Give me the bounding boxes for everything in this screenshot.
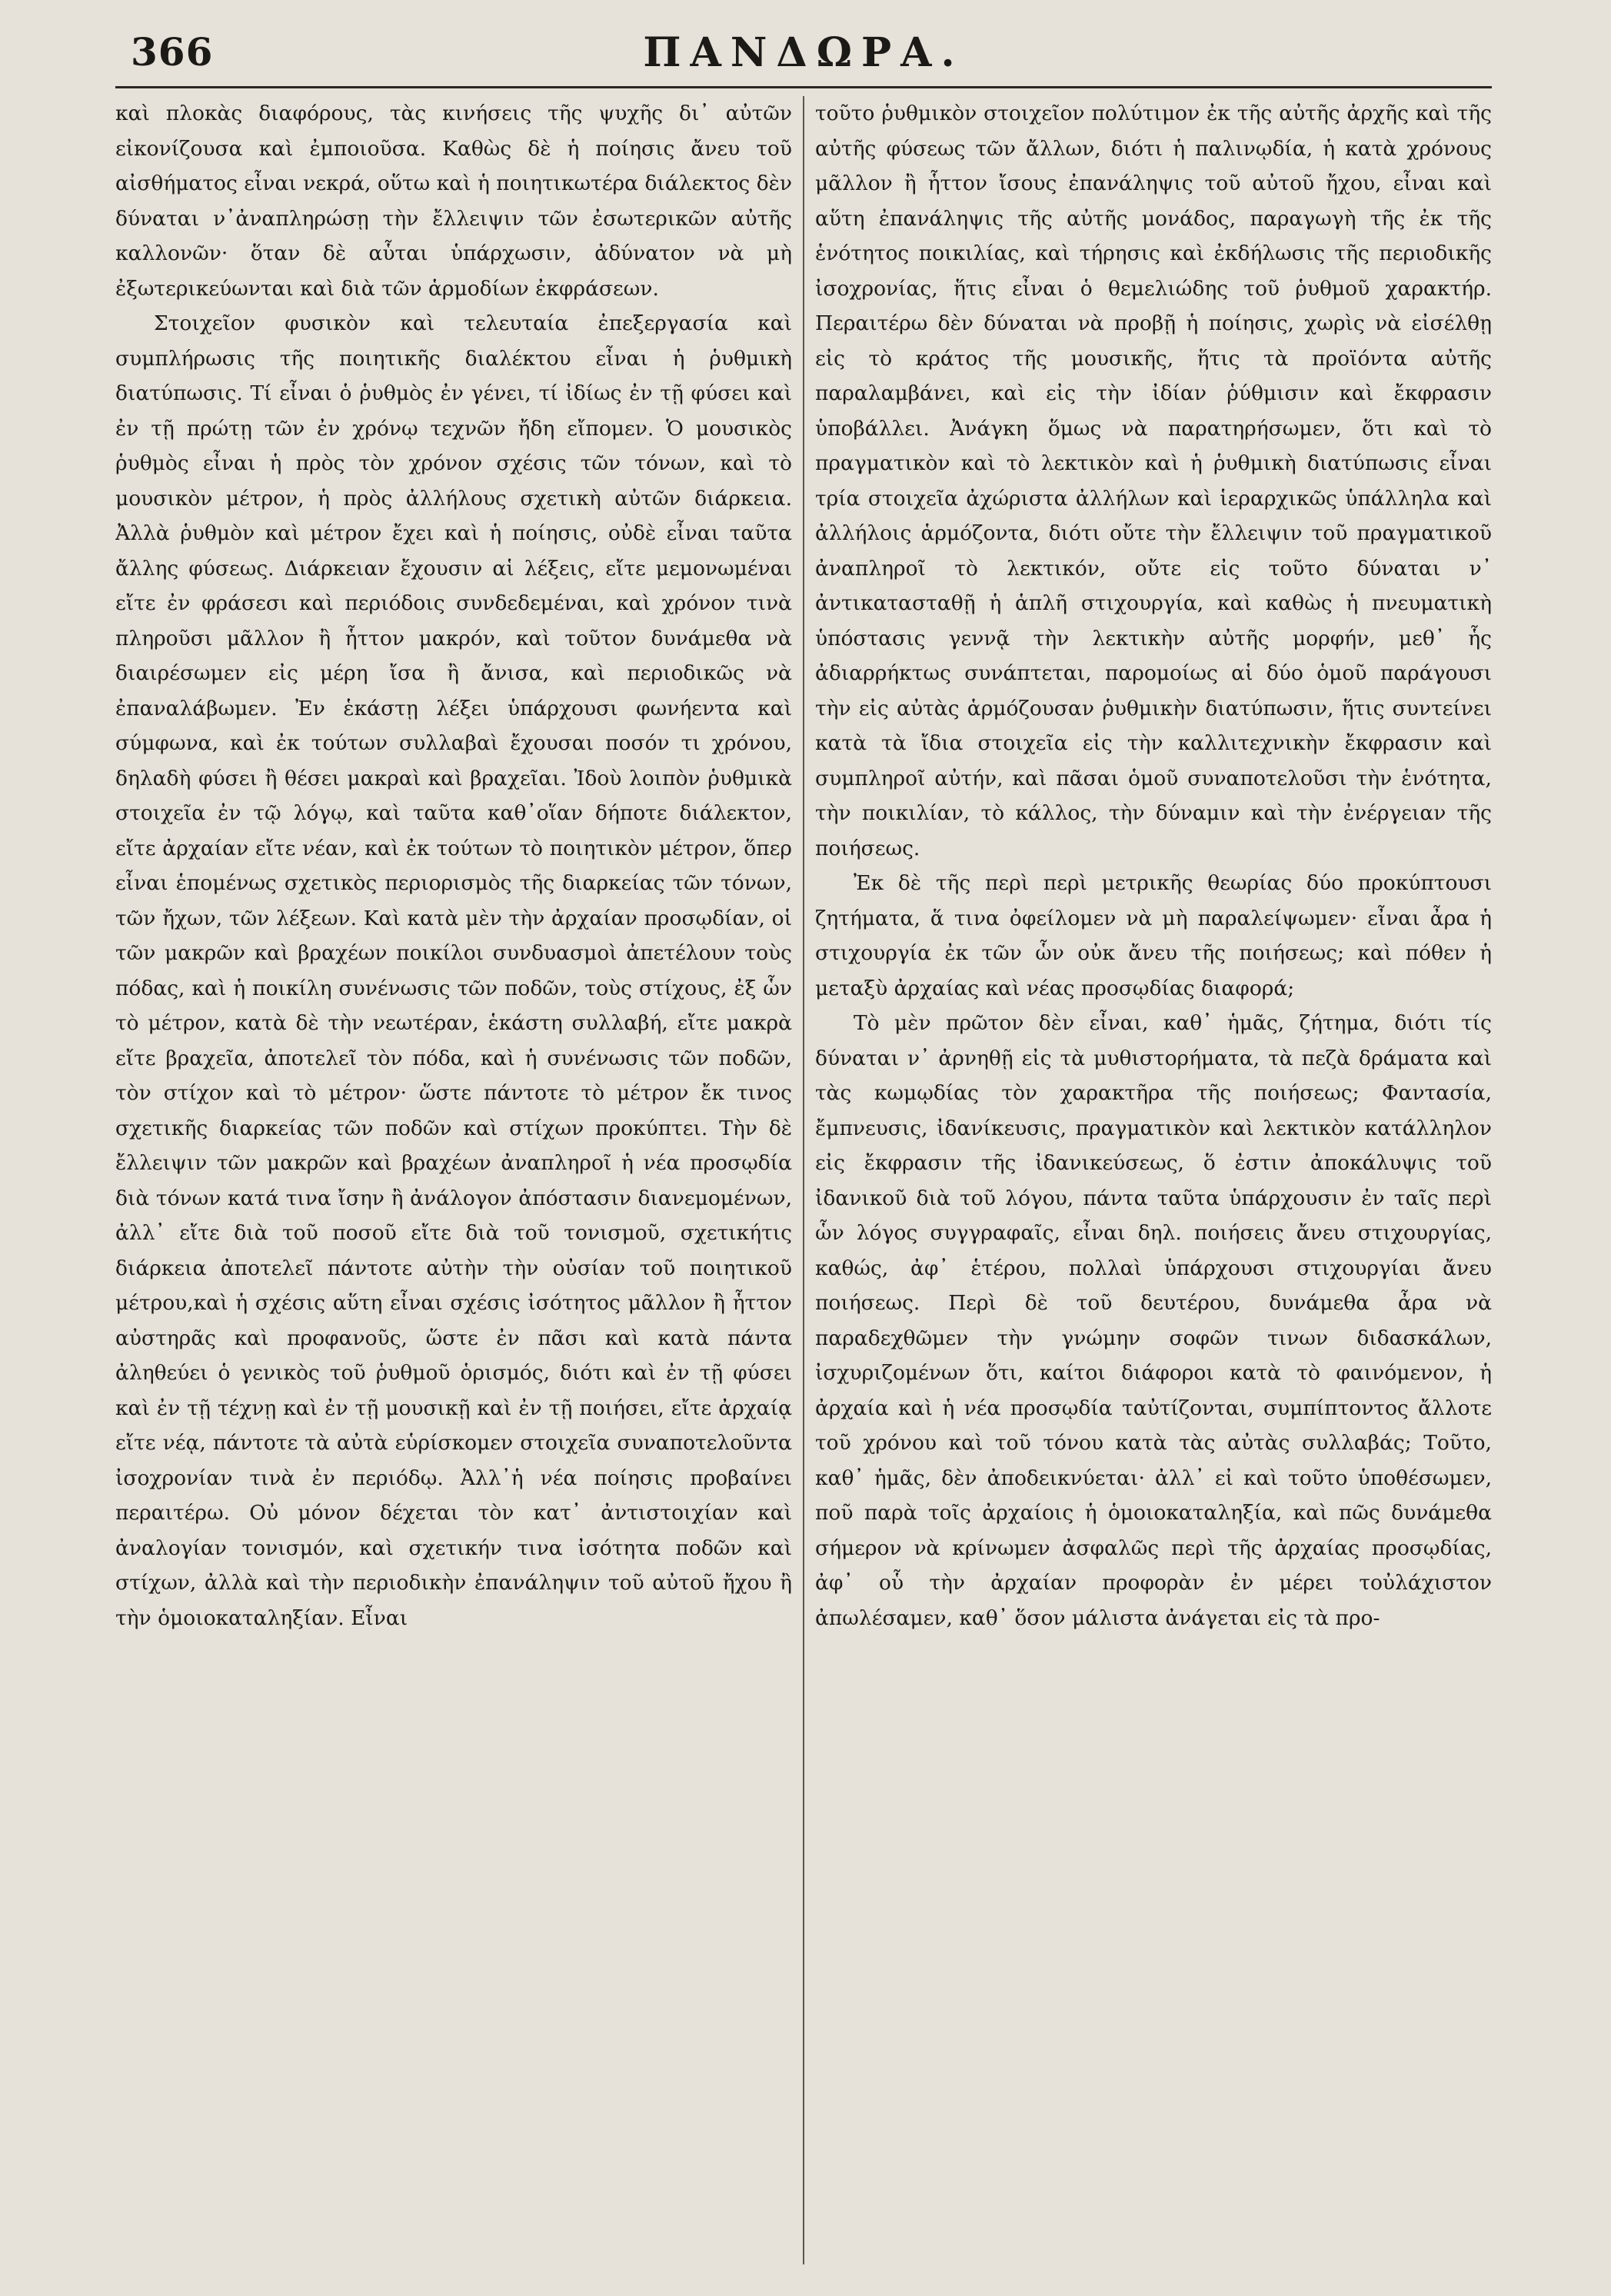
left-column bbox=[115, 96, 792, 2272]
column-divider bbox=[803, 96, 804, 2264]
left-paragraph-2: Στοιχεῖον φυσικὸν καὶ τελευταία ἐπεξεργασία καὶ συμπλήρωσις τῆς ποιητικῆς διαλέκτου εἶναι ἡ ῥυθμικὴ διατύπωσις. Τί εἶναι ὁ ῥυθμὸς ἐν γένει, τί ἰδίως ἐν τῇ φύσει καὶ ἐν τῇ πρώτῃ τῶν ἐν χρόνῳ τεχνῶν ἤδη εἴπομεν. Ὁ μουσικὸς ῥυθμὸς εἶναι ἡ πρὸς τὸν χρόνον σχέσις τῶν τόνων, καὶ τὸ μουσικὸν μέτρον, ἡ πρὸς ἀλλήλους σχετικὴ αὐτῶν διάρκεια. Ἀλλὰ ῥυθμὸν καὶ μέτρον ἔχει καὶ ἡ ποίησις, οὐδὲ εἶναι ταῦτα ἄλλης φύσεως. Διάρκειαν ἔχουσιν αἱ λέξεις, εἴτε μεμονωμέναι εἴτε ἐν φράσεσι καὶ περιόδοις συνδεδεμέναι, καὶ χρόνον τινὰ πληροῦσι μᾶλλον ἢ ἧττον μακρόν, καὶ τοῦτον δυνάμεθα νὰ διαιρέσωμεν εἰς μέρη ἴσα ἢ ἄνισα, καὶ περιοδικῶς νὰ ἐπαναλάβωμεν. Ἐν ἑκάστῃ λέξει ὑπάρχουσι φωνήεντα καὶ σύμφωνα, καὶ ἐκ τούτων συλλαβαὶ ἔχουσαι ποσόν τι χρόνου, δηλαδὴ φύσει ἢ θέσει μακραὶ καὶ βραχεῖαι. Ἰδοὺ λοιπὸν ῥυθμικὰ στοιχεῖα ἐν τῷ λόγῳ, καὶ ταῦτα καθ᾽οἵαν δήποτε διάλεκτον, εἴτε ἀρχαίαν εἴτε νέαν, καὶ ἐκ τούτων τὸ ποιητικὸν μέτρον, ὅπερ εἶναι ἑπομένως σχετικὸς περιορισμὸς τῆς διαρκείας τῶν τόνων, τῶν ἤχων, τῶν λέξεων. Καὶ κατὰ μὲν τὴν ἀρχαίαν προσῳδίαν, οἱ τῶν μακρῶν καὶ βραχέων ποικίλοι συνδυασμοὶ ἀπετέλουν τοὺς πόδας, καὶ ἡ ποικίλη συνένωσις τῶν ποδῶν, τοὺς στίχους, ἐξ ὧν τὸ μέτρον, κατὰ δὲ τὴν νεωτέραν, ἑκάστη συλλαβή, εἴτε μακρὰ εἴτε βραχεῖα, ἀποτελεῖ τὸν πόδα, καὶ ἡ συνένωσις τῶν ποδῶν, τὸν στίχον καὶ τὸ μέτρον· ὥστε πάντοτε τὸ μέτρον ἔκ τινος σχετικῆς διαρκείας τῶν ποδῶν καὶ στίχων προκύπτει. Τὴν δὲ ἔλλειψιν τῶν μακρῶν καὶ βραχέων ἀναπληροῖ ἡ νέα προσῳδία διὰ τόνων κατά τινα ἴσην ἢ ἀνάλογον ἀπόστασιν διανεμομένων, ἀλλ᾽ εἴτε διὰ τοῦ ποσοῦ εἴτε διὰ τοῦ τονισμοῦ, σχετικήτις διάρκεια ἀποτελεῖ πάντοτε αὐτὴν τὴν οὐσίαν τοῦ ποιητικοῦ μέτρου,καὶ ἡ σχέσις αὕτη εἶναι σχέσις ἰσότητος μᾶλλον ἢ ἧττον αὐστηρᾶς καὶ προφανοῦς, ὥστε ἐν πᾶσι καὶ κατὰ πάντα ἀληθεύει ὁ γενικὸς τοῦ ῥυθμοῦ ὁρισμός, διότι καὶ ἐν τῇ φύσει καὶ ἐν τῇ τέχνῃ καὶ ἐν τῇ μουσικῇ καὶ ἐν τῇ ποιήσει, εἴτε ἀρχαίᾳ εἴτε νέᾳ, πάντοτε τὰ αὐτὰ εὑρίσκομεν στοιχεῖα συναποτελοῦντα ἰσοχρονίαν τινὰ ἐν περιόδῳ. Ἀλλ᾽ἡ νέα ποίησις προβαίνει περαιτέρω. Οὐ μόνον δέχεται τὸν κατ᾽ ἀντιστοιχίαν καὶ ἀναλογίαν τονισμόν, καὶ σχετικήν τινα ἰσότητα ποδῶν καὶ στίχων, ἀλλὰ καὶ τὴν περιοδικὴν ἐπανάληψιν τοῦ αὐτοῦ ἤχου ἢ τὴν ὁμοιοκαταληξίαν. Εἶναι bbox=[115, 311, 792, 1630]
header-rule bbox=[115, 86, 1492, 88]
right-paragraph-2: Ἐκ δὲ τῆς περὶ περὶ μετρικῆς θεωρίας δύο προκύπτουσι ζητήματα, ἅ τινα ὀφείλομεν νὰ μὴ παραλείψωμεν· εἶναι ἆρα ἡ στιχουργία ἐκ τῶν ὧν οὐκ ἄνευ τῆς ποιήσεως; καὶ πόθεν ἡ μεταξὺ ἀρχαίας καὶ νέας προσῳδίας διαφορά; bbox=[815, 871, 1492, 1000]
right-paragraph-3: Τὸ μὲν πρῶτον δὲν εἶναι, καθ᾽ ἡμᾶς, ζήτημα, διότι τίς δύναται ν᾽ ἀρνηθῇ εἰς τὰ μυθιστορήματα, τὰ πεζὰ δράματα καὶ τὰς κωμῳδίας τὸν χαρακτῆρα τῆς ποιήσεως; Φαντασία, ἔμπνευσις, ἰδανίκευσις, πραγματικὸν καὶ λεκτικὸν κατάλληλον εἰς ἔκφρασιν τῆς ἰδανικεύσεως, ὅ ἐστιν ἀποκάλυψις τοῦ ἰδανικοῦ διὰ τοῦ λόγου, πάντα ταῦτα ὑπάρχουσιν ἐν ταῖς περὶ ὧν λόγος συγγραφαῖς, εἶναι δηλ. ποιήσεις ἄνευ στιχουργίας, καθώς, ἀφ᾽ ἑτέρου, πολλαὶ ὑπάρχουσι στιχουργίαι ἄνευ ποιήσεως. Περὶ δὲ τοῦ δευτέρου, δυνάμεθα ἆρα νὰ παραδεχθῶμεν τὴν γνώμην σοφῶν τινων διδασκάλων, ἰσχυριζομένων ὅτι, καίτοι διάφοροι κατὰ τὸ φαινόμενον, ἡ ἀρχαία καὶ ἡ νέα προσῳδία ταὐτίζονται, συμπίπτοντος ἄλλοτε τοῦ χρόνου καὶ τοῦ τόνου κατὰ τὰς αὐτὰς συλλαβάς; Τοῦτο, καθ᾽ ἡμᾶς, δὲν ἀποδεικνύεται· ἀλλ᾽ εἰ καὶ τοῦτο ὑποθέσωμεν, ποῦ παρὰ τοῖς ἀρχαίοις ἡ ὁμοιοκαταληξία, καὶ πῶς δυνάμεθα σήμερον νὰ κρίνωμεν ἀσφαλῶς περὶ τῆς ἀρχαίας προσῳδίας, ἀφ᾽ οὗ τὴν ἀρχαίαν προφορὰν ἐν μέρει τοὐλάχιστον ἀπωλέσαμεν, καθ᾽ ὅσον μάλιστα ἀνάγεται εἰς τὰ προ- bbox=[815, 1011, 1492, 1630]
left-paragraph-1: καὶ πλοκὰς διαφόρους, τὰς κινήσεις τῆς ψυχῆς δι᾽ αὐτῶν εἰκονίζουσα καὶ ἐμποιοῦσα. Καθὼς δὲ ἡ ποίησις ἄνευ τοῦ αἰσθήματος εἶναι νεκρά, οὕτω καὶ ἡ ποιητικωτέρα διάλεκτος δὲν δύναται ν᾽ἀναπληρώσῃ τὴν ἔλλειψιν τῶν ἐσωτερικῶν αὐτῆς καλλονῶν· ὅταν δὲ αὗται ὑπάρχωσιν, ἀδύνατον νὰ μὴ ἐξωτερικεύωνται καὶ διὰ τῶν ἁρμοδίων ἐκφράσεων. bbox=[115, 101, 792, 301]
running-header bbox=[115, 29, 1492, 83]
right-column bbox=[815, 96, 1492, 2272]
journal-title: ΠΑΝΔΩΡΑ. bbox=[643, 29, 964, 76]
page-number: 366 bbox=[131, 29, 214, 75]
right-paragraph-1: τοῦτο ῥυθμικὸν στοιχεῖον πολύτιμον ἐκ τῆς αὐτῆς ἀρχῆς καὶ τῆς αὐτῆς φύσεως τῶν ἄλλων, διότι ἡ παλινῳδία, ἡ κατὰ χρόνους μᾶλλον ἢ ἧττον ἴσους ἐπανάληψις τοῦ αὐτοῦ ἤχου, εἶναι καὶ αὕτη ἐπανάληψις τῆς αὐτῆς μονάδος, παραγωγὴ τῆς ἐκ τῆς ἑνότητος ποικιλίας, καὶ τήρησις καὶ ἐκδήλωσις τῆς περιοδικῆς ἰσοχρονίας, ἥτις εἶναι ὁ θεμελιώδης τοῦ ῥυθμοῦ χαρακτήρ. Περαιτέρω δὲν δύναται νὰ προβῇ ἡ ποίησις, χωρὶς νὰ εἰσέλθῃ εἰς τὸ κράτος τῆς μουσικῆς, ἥτις τὰ προϊόντα αὐτῆς παραλαμβάνει, καὶ εἰς τὴν ἰδίαν ῥύθμισιν καὶ ἔκφρασιν ὑποβάλλει. Ἀνάγκη ὅμως νὰ παρατηρήσωμεν, ὅτι καὶ τὸ πραγματικὸν καὶ τὸ λεκτικὸν καὶ ἡ ῥυθμικὴ διατύπωσις εἶναι τρία στοιχεῖα ἀχώριστα ἀλλήλων καὶ ἱεραρχικῶς ὑπάλληλα καὶ ἀλλήλοις ἁρμόζοντα, διότι οὔτε τὴν ἔλλειψιν τοῦ πραγματικοῦ ἀναπληροῖ τὸ λεκτικόν, οὔτε εἰς τοῦτο δύναται ν᾽ ἀντικατασταθῇ ἡ ἁπλῆ στιχουργία, καὶ καθὼς ἡ πνευματικὴ ὑπόστασις γεννᾷ τὴν λεκτικὴν αὐτῆς μορφήν, μεθ᾽ ἧς ἀδιαρρήκτως συνάπτεται, παρομοίως αἱ δύο ὁμοῦ παράγουσι τὴν εἰς αὐτὰς ἁρμόζουσαν ῥυθμικὴν διατύπωσιν, ἥτις συντείνει κατὰ τὰ ἴδια στοιχεῖα εἰς τὴν καλλιτεχνικὴν ἔκφρασιν καὶ συμπληροῖ αὐτήν, καὶ πᾶσαι ὁμοῦ συναποτελοῦσι τὴν ἑνότητα, τὴν ποικιλίαν, τὸ κάλλος, τὴν δύναμιν καὶ τὴν ἐνέργειαν τῆς ποιήσεως. bbox=[815, 101, 1492, 860]
